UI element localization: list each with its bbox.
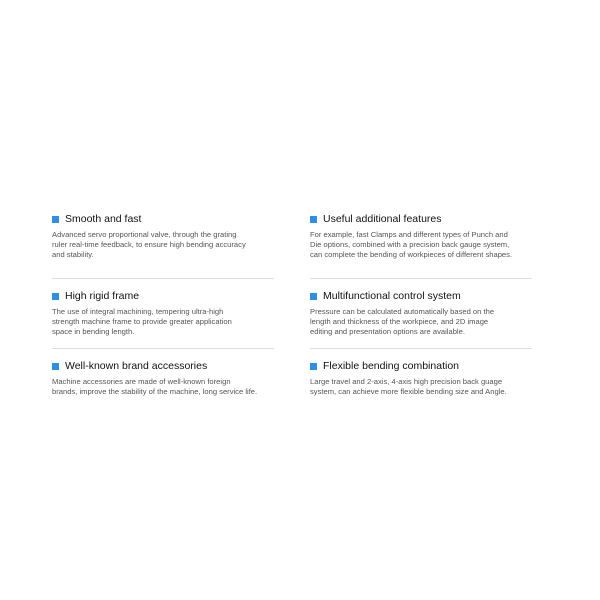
square-bullet-icon <box>310 293 317 300</box>
feature-well-known-brand-accessories <box>52 349 274 409</box>
feature-useful-additional-features <box>310 211 532 279</box>
feature-multifunctional-control-system <box>310 279 532 349</box>
feature-high-rigid-frame <box>52 279 274 349</box>
feature-smooth-and-fast <box>52 211 274 279</box>
feature-description: The use of integral machining, tempering ultra-high strength machine frame to provide greater application space in bending length. <box>52 307 232 336</box>
feature-description: Advanced servo proportional valve, through the grating ruler real-time feedback, to ensure high bending accuracy and stability. <box>52 230 246 259</box>
feature-title: Smooth and fast <box>65 213 142 225</box>
feature-flexible-bending-combination <box>310 349 532 409</box>
square-bullet-icon <box>310 363 317 370</box>
feature-grid <box>52 211 538 409</box>
square-bullet-icon <box>310 216 317 223</box>
feature-title: Multifunctional control system <box>323 290 461 302</box>
feature-title: Well-known brand accessories <box>65 360 208 372</box>
feature-title: High rigid frame <box>65 290 140 302</box>
square-bullet-icon <box>52 293 59 300</box>
feature-title: Flexible bending combination <box>323 360 460 372</box>
feature-description: Machine accessories are made of well-known foreign brands, improve the stability of the machine, long service life. <box>52 377 258 396</box>
feature-description: For example, fast Clamps and different types of Punch and Die options, combined with a precision back gauge system, can complete the bending of workpieces of different shapes. <box>310 230 513 259</box>
feature-title: Useful additional features <box>323 213 442 225</box>
feature-description: Pressure can be calculated automatically based on the length and thickness of the workpiece, and 2D image editing and presentation options are available. <box>310 307 495 336</box>
feature-description: Large travel and 2-axis, 4-axis high precision back guage system, can achieve more flexible bending size and Angle. <box>310 377 507 396</box>
square-bullet-icon <box>52 216 59 223</box>
square-bullet-icon <box>52 363 59 370</box>
